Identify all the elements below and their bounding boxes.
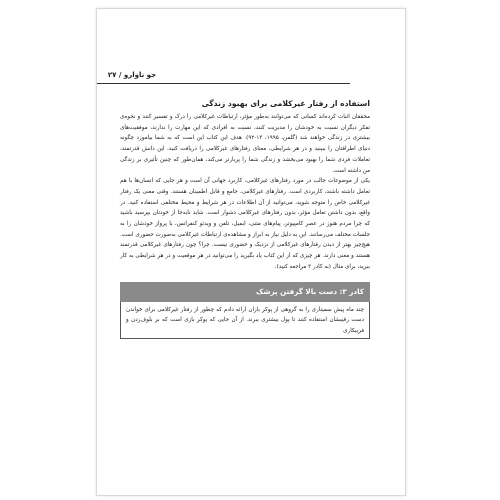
page-content	[120, 99, 370, 339]
book-page	[96, 8, 406, 496]
paragraph-2: یکی از موضوعات جالب در مورد رفتارهای غیرکلامی، کاربرد جهانی آن است و هر جایی که انسان‌ها با هم تعامل داشته باشند، کاربردی است. رفتارهای غیرکلامی، جامع و قابل اطمینان هستند. وقتی معنی یک رفتار غیرکلامی خاص را متوجه شوید، می‌توانید از آن اطلاعات در هر شرایط و محیط مختلفی استفاده کنید. در واقع، بدون داشتن تعامل مؤثر، بدون رفتارهای غیرکلامی دشوار است. شاید نابه‌جا از خودتان بپرسید باشید که چرا مردم هنوز در عصر کامپیوتر، پیام‌های متنی، ایمیل، تلفن و ویدئو کنفرانس، با پرواز خودشان را به جلسات مختلف می‌رسانند. این به دلیل نیاز به ابراز و مشاهده‌ی ارتباطات غیرکلامی به‌صورت حضوری است. هیچ‌چیز بهتر از دیدن رفتارهای غیرکلامی از نزدیک و حضوری نیست. چرا؟ چون رفتارهای غیرکلامی قدرتمند هستند و معنی دارند. هر چیزی که از این کتاب یاد بگیرید را می‌توانید در هر موقعیت و در هر شرایطی به کار ببرید، برای مثال (به کادر ۳ مراجعه کنید).	[120, 178, 370, 270]
header-rule	[97, 83, 350, 84]
box-body	[120, 302, 370, 340]
box-text: چند ماه پیش سمیناری را به گروهی از پوکر بازان ارائه دادم که چطور از رفتار غیرکلامی برای خواندن دست رقیبشان استفاده کنند تا پول بیشتری ببرند. از آن جایی که پوکر بازی است که بر بلوف‌زدن و فریبکاری	[126, 306, 364, 334]
paragraph-1: محققان اثبات کرده‌اند کسانی که می‌توانند به‌طور مؤثر، ارتباطات غیرکلامی را درک و تفسیر کنند و نحوه‌ی تفکر دیگران نسبت به خودشان را مدیریت کنند، نسبت به افرادی که این مهارت را ندارند، موفقیت‌های بیشتری در زندگی خواهند شد (گلمن، ۱۹۹۵، ۱۳-۹۲). هدف این کتاب این است که به شما بیاموزد چگونه دنیای اطرافتان را ببینید و در هر شرایطی، معنای رفتارهای غیرکلامی را دریافت کنید. این دانش قدرتمند، تعاملات فردی شما را بهبود می‌بخشد و زندگی شما را پربارتر می‌کند، همان‌طور که چنین تأثیری بر زندگی من داشته است.	[120, 114, 370, 174]
box-title: کادر ۳: دست بالا گرفتن پزشک	[120, 282, 370, 302]
running-header: جو ناوارو / ۲۷	[107, 71, 157, 79]
section-title: استفاده از رفتار غیرکلامی برای بهبود زندگی	[201, 99, 370, 108]
